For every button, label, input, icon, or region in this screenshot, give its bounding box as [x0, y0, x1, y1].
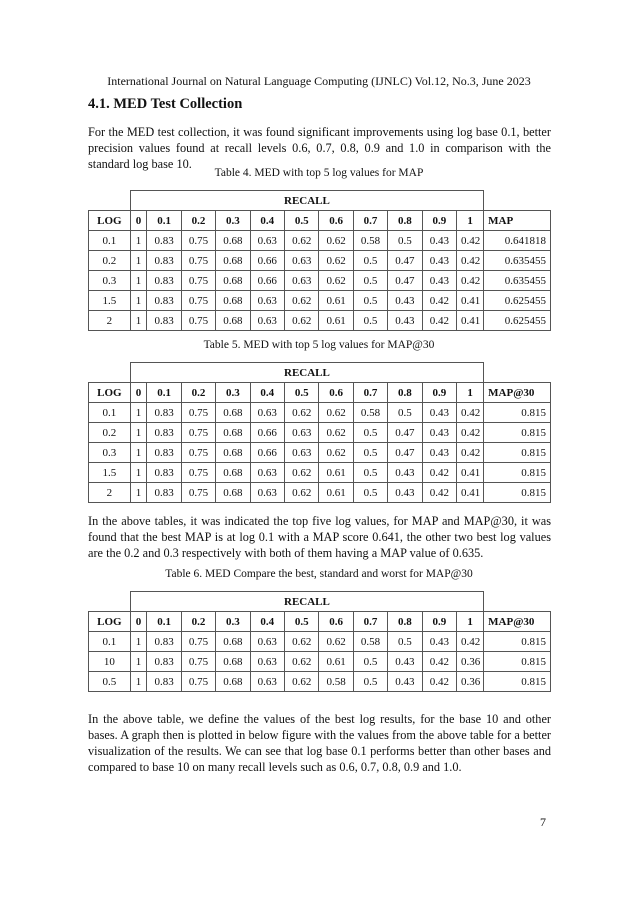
table-cell: 0.43 — [388, 672, 422, 692]
table-cell: 0.63 — [250, 483, 284, 503]
table-cell: 0.83 — [147, 443, 181, 463]
table-cell: 0.635455 — [484, 251, 551, 271]
table-row — [89, 271, 551, 291]
column-header: MAP@30 — [484, 612, 551, 632]
table-cell: 0.83 — [147, 311, 181, 331]
column-header: 0.6 — [319, 211, 353, 231]
table-row — [89, 231, 551, 251]
column-header: 0.5 — [285, 383, 319, 403]
column-header: 0 — [130, 383, 147, 403]
table-cell: 0.5 — [388, 403, 422, 423]
column-header: 0.3 — [216, 211, 250, 231]
table-cell: 0.815 — [484, 443, 551, 463]
table-cell: 0.815 — [484, 652, 551, 672]
column-header: 0.7 — [353, 383, 387, 403]
table-cell: 0.62 — [285, 291, 319, 311]
table-cell: 0.61 — [319, 483, 353, 503]
table-cell: 0.43 — [422, 271, 456, 291]
table-cell: 0.5 — [353, 271, 387, 291]
blank-cell — [484, 592, 551, 612]
table-cell: 0.83 — [147, 423, 181, 443]
column-header: 0.9 — [422, 612, 456, 632]
column-header: 0.2 — [181, 612, 215, 632]
table-cell: 0.63 — [250, 652, 284, 672]
blank-cell — [89, 592, 131, 612]
table-cell: 0.5 — [353, 291, 387, 311]
blank-cell — [89, 191, 131, 211]
table-cell: 0.75 — [181, 403, 215, 423]
table-cell: 2 — [89, 483, 131, 503]
column-header: MAP — [484, 211, 551, 231]
table-cell: 0.83 — [147, 251, 181, 271]
recall-group-header: RECALL — [130, 363, 483, 383]
table-cell: 0.2 — [89, 251, 131, 271]
table-cell: 1 — [130, 463, 147, 483]
journal-header: International Journal on Natural Language Computing (IJNLC) Vol.12, No.3, June 2023 — [107, 74, 531, 88]
section-title: 4.1. MED Test Collection — [88, 96, 243, 112]
table-cell: 0.815 — [484, 423, 551, 443]
column-header: LOG — [89, 612, 131, 632]
table-cell: 0.62 — [285, 652, 319, 672]
table-cell: 0.62 — [285, 403, 319, 423]
table-cell: 0.625455 — [484, 291, 551, 311]
table-cell: 0.42 — [422, 672, 456, 692]
table-cell: 0.58 — [319, 672, 353, 692]
table-cell: 1 — [130, 632, 147, 652]
table-cell: 0.5 — [353, 251, 387, 271]
table-cell: 0.66 — [250, 443, 284, 463]
column-header: 1 — [457, 612, 484, 632]
table-cell: 0.815 — [484, 672, 551, 692]
column-header: 0.8 — [388, 211, 422, 231]
paragraph-after-table6: In the above table, we define the values of the best log results, for the base 10 and other bases. A graph then is plotted in below figure with the values from the above table for a better visualization of the results. We can see that log base 0.1 performs better than other bases and compared to base 10 on many recall levels such as 0.6, 0.7, 0.8, 0.9 and 1.0. — [88, 712, 551, 774]
table-cell: 0.47 — [388, 271, 422, 291]
table-cell: 0.43 — [388, 463, 422, 483]
table-cell: 0.1 — [89, 632, 131, 652]
table-cell: 0.68 — [216, 443, 250, 463]
intro-paragraph: For the MED test collection, it was found significant improvements using log base 0.1, better precision values found at recall levels 0.6, 0.7, 0.8, 0.9 and 1.0 in comparison with the standard log base 10. — [88, 125, 551, 171]
table-cell: 1 — [130, 443, 147, 463]
table-cell: 0.1 — [89, 231, 131, 251]
table-cell: 0.5 — [388, 231, 422, 251]
column-header: 0.8 — [388, 383, 422, 403]
table-row — [89, 463, 551, 483]
table-cell: 0.62 — [285, 632, 319, 652]
table-cell: 0.42 — [457, 251, 484, 271]
table5 — [88, 362, 551, 503]
table-cell: 0.63 — [250, 403, 284, 423]
table-cell: 0.66 — [250, 251, 284, 271]
table-cell: 0.62 — [285, 672, 319, 692]
table-cell: 0.42 — [457, 423, 484, 443]
table-cell: 0.635455 — [484, 271, 551, 291]
table-cell: 0.66 — [250, 271, 284, 291]
table-cell: 0.43 — [388, 291, 422, 311]
table-cell: 0.5 — [89, 672, 131, 692]
column-header: 0.3 — [216, 383, 250, 403]
table6-caption: Table 6. MED Compare the best, standard and worst for MAP@30 — [165, 568, 473, 580]
table-cell: 0.42 — [457, 403, 484, 423]
table-cell: 0.5 — [353, 463, 387, 483]
table-cell: 0.83 — [147, 483, 181, 503]
column-header: 0.8 — [388, 612, 422, 632]
table-cell: 0.63 — [285, 423, 319, 443]
column-header: LOG — [89, 383, 131, 403]
table-cell: 1 — [130, 231, 147, 251]
table-cell: 1 — [130, 423, 147, 443]
column-header: 0.2 — [181, 383, 215, 403]
table-cell: 1.5 — [89, 291, 131, 311]
page-number: 7 — [540, 815, 546, 829]
table-cell: 0.75 — [181, 632, 215, 652]
table-cell: 0.43 — [422, 403, 456, 423]
table-cell: 0.63 — [250, 672, 284, 692]
table-row — [89, 483, 551, 503]
column-header: 0.4 — [250, 383, 284, 403]
blank-cell — [484, 363, 551, 383]
table-cell: 0.83 — [147, 271, 181, 291]
table4 — [88, 190, 551, 331]
table-cell: 0.42 — [457, 231, 484, 251]
table-cell: 1 — [130, 271, 147, 291]
table-cell: 1 — [130, 652, 147, 672]
table-cell: 0.68 — [216, 483, 250, 503]
table-cell: 0.61 — [319, 463, 353, 483]
table-cell: 0.1 — [89, 403, 131, 423]
table-cell: 0.83 — [147, 291, 181, 311]
table-cell: 1 — [130, 672, 147, 692]
blank-cell — [484, 191, 551, 211]
column-header: 0.4 — [250, 612, 284, 632]
table-cell: 0.42 — [457, 443, 484, 463]
table-cell: 0.63 — [250, 231, 284, 251]
table-cell: 0.83 — [147, 231, 181, 251]
table-cell: 0.42 — [457, 271, 484, 291]
table-cell: 0.815 — [484, 483, 551, 503]
table-cell: 0.43 — [422, 231, 456, 251]
table-row — [89, 251, 551, 271]
column-header: 1 — [457, 383, 484, 403]
table-cell: 0.36 — [457, 652, 484, 672]
column-header: 0.6 — [319, 612, 353, 632]
table-cell: 0.62 — [319, 423, 353, 443]
table-cell: 0.68 — [216, 632, 250, 652]
table-cell: 0.41 — [457, 311, 484, 331]
table-cell: 0.42 — [422, 311, 456, 331]
table-cell: 0.63 — [285, 251, 319, 271]
table-row — [89, 443, 551, 463]
table-cell: 0.47 — [388, 443, 422, 463]
table-cell: 0.68 — [216, 423, 250, 443]
table-cell: 0.63 — [285, 271, 319, 291]
table-cell: 0.62 — [319, 251, 353, 271]
table-cell: 0.3 — [89, 443, 131, 463]
column-header: 0.7 — [353, 211, 387, 231]
table6 — [88, 591, 551, 692]
blank-cell — [89, 363, 131, 383]
table-cell: 0.43 — [388, 652, 422, 672]
paragraph-after-table5: In the above tables, it was indicated the top five log values, for MAP and MAP@30, it was found that the best MAP is at log 0.1 with a MAP score 0.641, the other two best log values are the 0.2 and 0.3 respectively with both of them having a MAP value of 0.635. — [88, 514, 551, 560]
table-cell: 0.43 — [422, 632, 456, 652]
table-cell: 0.43 — [422, 443, 456, 463]
table-cell: 1 — [130, 291, 147, 311]
table-cell: 0.641818 — [484, 231, 551, 251]
table-cell: 0.47 — [388, 423, 422, 443]
table-row — [89, 423, 551, 443]
table-cell: 0.75 — [181, 423, 215, 443]
table-cell: 0.43 — [422, 423, 456, 443]
table-cell: 0.41 — [457, 291, 484, 311]
table-cell: 0.5 — [353, 423, 387, 443]
column-header: 0 — [130, 612, 147, 632]
recall-group-header: RECALL — [130, 191, 483, 211]
table-cell: 0.63 — [250, 463, 284, 483]
table-cell: 0.3 — [89, 271, 131, 291]
table-cell: 0.75 — [181, 271, 215, 291]
table-cell: 0.42 — [422, 483, 456, 503]
table-cell: 0.62 — [285, 311, 319, 331]
column-header: 0.1 — [147, 383, 181, 403]
table-cell: 1 — [130, 403, 147, 423]
table-cell: 0.36 — [457, 672, 484, 692]
table-cell: 0.62 — [319, 231, 353, 251]
table-cell: 0.43 — [388, 311, 422, 331]
table-cell: 0.62 — [285, 483, 319, 503]
table-cell: 0.68 — [216, 291, 250, 311]
table-cell: 0.68 — [216, 271, 250, 291]
table-cell: 0.42 — [422, 291, 456, 311]
column-header: 0.5 — [285, 211, 319, 231]
column-header: 1 — [457, 211, 484, 231]
table-cell: 0.75 — [181, 443, 215, 463]
table-cell: 0.75 — [181, 311, 215, 331]
table-cell: 0.63 — [250, 632, 284, 652]
column-header: 0.2 — [181, 211, 215, 231]
table-cell: 1 — [130, 483, 147, 503]
column-header: 0.5 — [285, 612, 319, 632]
table-cell: 0.62 — [319, 271, 353, 291]
column-header: 0.9 — [422, 211, 456, 231]
table-cell: 0.815 — [484, 463, 551, 483]
table-cell: 0.83 — [147, 403, 181, 423]
table-cell: 1 — [130, 251, 147, 271]
table-cell: 10 — [89, 652, 131, 672]
table-cell: 0.75 — [181, 652, 215, 672]
table-cell: 1 — [130, 311, 147, 331]
column-header: 0 — [130, 211, 147, 231]
table4-caption: Table 4. MED with top 5 log values for MAP — [214, 167, 424, 179]
table-cell: 0.62 — [285, 231, 319, 251]
table-cell: 0.5 — [353, 652, 387, 672]
table-cell: 0.61 — [319, 291, 353, 311]
column-header: 0.9 — [422, 383, 456, 403]
table-cell: 2 — [89, 311, 131, 331]
table-cell: 0.62 — [285, 463, 319, 483]
table-cell: 0.5 — [353, 443, 387, 463]
table-row — [89, 652, 551, 672]
table-cell: 0.66 — [250, 423, 284, 443]
table-cell: 0.42 — [457, 632, 484, 652]
table-cell: 0.43 — [388, 483, 422, 503]
table-cell: 0.63 — [250, 291, 284, 311]
table-cell: 0.83 — [147, 632, 181, 652]
table-cell: 0.75 — [181, 291, 215, 311]
table-cell: 0.68 — [216, 403, 250, 423]
table-row — [89, 632, 551, 652]
column-header: 0.1 — [147, 612, 181, 632]
table-cell: 0.62 — [319, 403, 353, 423]
table-cell: 0.41 — [457, 463, 484, 483]
table-cell: 0.5 — [353, 483, 387, 503]
table5-caption: Table 5. MED with top 5 log values for MAP@30 — [203, 339, 435, 351]
table-cell: 0.83 — [147, 463, 181, 483]
table-cell: 0.43 — [422, 251, 456, 271]
table-row — [89, 672, 551, 692]
table-cell: 0.5 — [388, 632, 422, 652]
table-cell: 0.68 — [216, 251, 250, 271]
table-cell: 0.68 — [216, 652, 250, 672]
table-cell: 0.58 — [353, 231, 387, 251]
column-header: 0.1 — [147, 211, 181, 231]
table-cell: 0.83 — [147, 672, 181, 692]
table-cell: 0.75 — [181, 672, 215, 692]
table-cell: 0.61 — [319, 311, 353, 331]
table-cell: 0.815 — [484, 403, 551, 423]
column-header: LOG — [89, 211, 131, 231]
table-cell: 0.68 — [216, 463, 250, 483]
column-header: 0.3 — [216, 612, 250, 632]
table-cell: 0.63 — [250, 311, 284, 331]
recall-group-header: RECALL — [130, 592, 483, 612]
column-header: 0.6 — [319, 383, 353, 403]
table-cell: 0.75 — [181, 251, 215, 271]
table-cell: 0.42 — [422, 463, 456, 483]
table-cell: 0.68 — [216, 672, 250, 692]
table-cell: 0.75 — [181, 231, 215, 251]
table-cell: 0.2 — [89, 423, 131, 443]
table-row — [89, 291, 551, 311]
table-cell: 0.5 — [353, 672, 387, 692]
table-cell: 0.63 — [285, 443, 319, 463]
table-cell: 0.58 — [353, 403, 387, 423]
table-row — [89, 311, 551, 331]
column-header: MAP@30 — [484, 383, 551, 403]
column-header: 0.4 — [250, 211, 284, 231]
table-cell: 0.5 — [353, 311, 387, 331]
table-cell: 1.5 — [89, 463, 131, 483]
table-cell: 0.815 — [484, 632, 551, 652]
table-cell: 0.68 — [216, 231, 250, 251]
table-cell: 0.62 — [319, 443, 353, 463]
table-cell: 0.83 — [147, 652, 181, 672]
table-cell: 0.62 — [319, 632, 353, 652]
table-cell: 0.47 — [388, 251, 422, 271]
table-row — [89, 403, 551, 423]
table-cell: 0.68 — [216, 311, 250, 331]
table-cell: 0.61 — [319, 652, 353, 672]
table-cell: 0.75 — [181, 483, 215, 503]
table-cell: 0.625455 — [484, 311, 551, 331]
table-cell: 0.41 — [457, 483, 484, 503]
table-cell: 0.58 — [353, 632, 387, 652]
table-cell: 0.42 — [422, 652, 456, 672]
column-header: 0.7 — [353, 612, 387, 632]
table-cell: 0.75 — [181, 463, 215, 483]
